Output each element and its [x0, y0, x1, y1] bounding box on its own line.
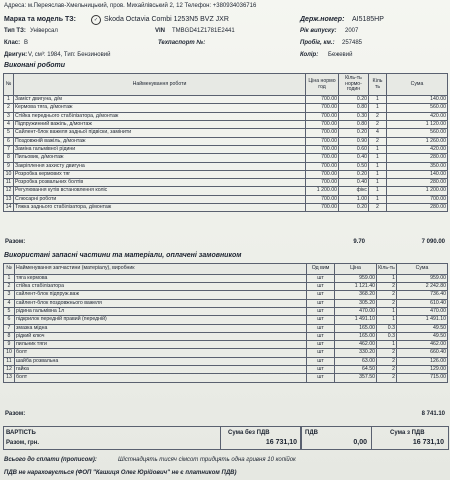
table-cell: Закріплення захисту двигуна	[14, 162, 306, 170]
vin-label: VIN	[155, 28, 166, 34]
parts-row	[4, 274, 448, 282]
table-cell: 0.90	[339, 137, 369, 145]
passport-label: Техпаспорт №:	[158, 40, 206, 46]
table-cell: 0.20	[339, 96, 369, 104]
table-cell: 12	[4, 187, 14, 195]
table-cell: гайка	[15, 365, 307, 373]
table-cell: 462.00	[335, 341, 377, 349]
table-cell: 0.20	[339, 129, 369, 137]
table-cell: 700.00	[306, 170, 339, 178]
table-cell: Регулювання кутів встановлення коліс	[14, 187, 306, 195]
parts-row	[4, 291, 448, 299]
table-cell: 1 260.00	[387, 137, 448, 145]
parts-table-header	[4, 264, 448, 275]
table-cell: 420.00	[387, 112, 448, 120]
vehicle-type: Універсал	[30, 28, 58, 34]
table-cell: 1 200.00	[387, 187, 448, 195]
col-number: №	[4, 74, 14, 96]
table-cell: шт	[307, 299, 335, 307]
works-row	[4, 121, 448, 129]
table-cell: 140.00	[387, 96, 448, 104]
table-cell: 2	[377, 374, 397, 382]
col-qty: Кіль ть	[369, 74, 387, 96]
table-cell: 736.40	[397, 291, 448, 299]
cost-sum-label: Разом, грн.	[6, 440, 39, 446]
table-cell: 1	[377, 316, 397, 324]
table-cell: 0.20	[339, 204, 369, 212]
class-label: Клас:	[4, 40, 21, 46]
table-cell: 12	[4, 365, 15, 373]
works-row	[4, 104, 448, 112]
table-cell: 350.00	[387, 162, 448, 170]
col-work-name: Найменування роботи	[14, 74, 306, 96]
plate-number: AI5185HP	[352, 16, 384, 23]
works-row	[4, 170, 448, 178]
table-cell: 1 121.40	[335, 283, 377, 291]
table-cell: 8	[4, 154, 14, 162]
table-cell: Підпружинний важіль, д/монтаж	[14, 121, 306, 129]
table-cell: 462.00	[397, 341, 448, 349]
table-cell: 357.50	[335, 374, 377, 382]
table-cell: 700.00	[306, 204, 339, 212]
table-cell: 13	[4, 374, 15, 382]
table-cell: 1	[377, 341, 397, 349]
table-cell: 4	[4, 121, 14, 129]
to-pay-label: Всього до сплати (прописом):	[4, 457, 97, 463]
works-row	[4, 187, 448, 195]
table-cell: 49.50	[397, 332, 448, 340]
col-price: Ціна	[335, 264, 377, 275]
table-cell: пильник тяги	[15, 341, 307, 349]
parts-row	[4, 374, 448, 382]
table-cell: шт	[307, 307, 335, 315]
table-cell: 1	[377, 307, 397, 315]
table-cell: 11	[4, 179, 14, 187]
table-cell: рідина гальмівна 1л	[15, 307, 307, 315]
table-cell: 10	[4, 170, 14, 178]
table-cell: 700.00	[387, 195, 448, 203]
table-cell: Стійка переднього стабілізатора, д/монтаж	[14, 112, 306, 120]
works-total-sum: 7 090.00	[421, 239, 445, 245]
table-cell: 280.00	[387, 179, 448, 187]
table-cell: сайлент-блок поздовжнього важеля	[15, 299, 307, 307]
table-cell: 470.00	[335, 307, 377, 315]
table-cell: 8	[4, 332, 15, 340]
engine-label: Двигун:	[4, 52, 28, 58]
works-row	[4, 195, 448, 203]
color-value: Бежевий	[328, 52, 353, 58]
table-cell: Розробка розвальних болтів	[14, 179, 306, 187]
works-row	[4, 112, 448, 120]
table-cell: Поздовжній важіль, д/монтаж	[14, 137, 306, 145]
table-cell: змазка мідна	[15, 324, 307, 332]
table-cell: 2	[377, 365, 397, 373]
table-cell: шт	[307, 274, 335, 282]
with-vat-label: Сума з ПДВ	[390, 430, 425, 436]
table-cell: 7	[4, 324, 15, 332]
class-value: В	[24, 40, 29, 46]
table-cell: 0.80	[339, 121, 369, 129]
table-cell: 560.00	[387, 104, 448, 112]
table-cell: 1.00	[339, 195, 369, 203]
table-cell: 2	[377, 291, 397, 299]
table-cell: 1	[369, 154, 387, 162]
table-cell: 280.00	[387, 204, 448, 212]
col-sum: Сума	[387, 74, 448, 96]
table-cell: 305.20	[335, 299, 377, 307]
type-label: Тип ТЗ:	[4, 28, 26, 34]
table-cell: 420.00	[387, 145, 448, 153]
table-cell: 660.40	[397, 349, 448, 357]
table-cell: шт	[307, 341, 335, 349]
vat-value: 0,00	[353, 439, 367, 446]
table-cell: 700.00	[306, 162, 339, 170]
parts-row	[4, 316, 448, 324]
table-cell: 9	[4, 162, 14, 170]
table-cell: Заміна гальмівної рідини	[14, 145, 306, 153]
table-cell: 49.50	[397, 324, 448, 332]
table-cell: фікс	[339, 187, 369, 195]
table-cell: 1 200.00	[306, 187, 339, 195]
parts-row	[4, 324, 448, 332]
table-cell: 2	[369, 204, 387, 212]
skoda-logo-icon: ✓	[91, 15, 101, 25]
table-cell: 560.00	[387, 129, 448, 137]
table-cell: 9	[4, 341, 15, 349]
col-sum: Сума	[397, 264, 448, 275]
table-cell: 1	[4, 96, 14, 104]
table-cell: 13	[4, 195, 14, 203]
table-cell: 700.00	[306, 129, 339, 137]
mileage-value: 257485	[342, 40, 363, 46]
parts-section-title: Використані запасні частини та матеріали, оплачені замовником	[4, 252, 242, 259]
col-number: №	[4, 264, 15, 275]
table-cell: 715.00	[397, 374, 448, 382]
table-cell: 1	[369, 179, 387, 187]
table-cell: 0.30	[339, 112, 369, 120]
table-cell: шт	[307, 324, 335, 332]
table-cell: 6	[4, 316, 15, 324]
table-cell: 959.00	[335, 274, 377, 282]
table-cell: Сайлент-блок важеля задньої підвіски, замінити	[14, 129, 306, 137]
works-total-label: Разом:	[5, 239, 26, 245]
table-cell: шт	[307, 291, 335, 299]
table-cell: 1	[369, 145, 387, 153]
vehicle-model: Skoda Octavia Combi 1253N5 BVZ JXR	[104, 16, 229, 23]
works-row	[4, 179, 448, 187]
table-cell: стійка стабілізатора	[15, 283, 307, 291]
address-line: Адреса: м.Переяслав-Хмельницький, пров. Михайлівський 2, 12 Телефон: +380934036716	[4, 3, 257, 9]
table-cell: шт	[307, 374, 335, 382]
mileage-label: Пробіг, км.:	[300, 40, 335, 46]
col-unit: Од вим	[307, 264, 335, 275]
works-row	[4, 154, 448, 162]
table-cell: 1 120.00	[387, 121, 448, 129]
parts-table	[3, 263, 448, 383]
table-cell: 2	[377, 283, 397, 291]
works-row	[4, 162, 448, 170]
table-cell: Розробка кермових тяг	[14, 170, 306, 178]
table-cell: шт	[307, 283, 335, 291]
table-cell: 2	[377, 299, 397, 307]
table-cell: 140.00	[387, 170, 448, 178]
table-cell: 63.00	[335, 357, 377, 365]
table-cell: 129.00	[397, 365, 448, 373]
works-total-hours: 9.70	[353, 239, 365, 245]
table-cell: 5	[4, 307, 15, 315]
table-cell: болт	[15, 349, 307, 357]
table-cell: 700.00	[306, 112, 339, 120]
table-cell: 5	[4, 129, 14, 137]
table-cell: 4	[369, 129, 387, 137]
vat-label: ПДВ	[305, 430, 318, 436]
table-cell: 0.50	[339, 162, 369, 170]
table-cell: 700.00	[306, 96, 339, 104]
table-cell: 700.00	[306, 154, 339, 162]
table-cell: Кермова тяга, д/монтаж	[14, 104, 306, 112]
year-label: Рік випуску:	[300, 28, 337, 34]
without-vat-value: 16 731,10	[265, 439, 297, 446]
cost-title: ВАРТІСТЬ	[6, 430, 36, 436]
table-cell: рідкий ключ	[15, 332, 307, 340]
works-table-header	[4, 74, 448, 96]
table-cell: 2	[369, 121, 387, 129]
table-cell: 10	[4, 349, 15, 357]
table-cell: шт	[307, 365, 335, 373]
engine-value: V, см³: 1984, Тип: Бензиновий	[28, 52, 111, 58]
table-cell: тяга кермова	[15, 274, 307, 282]
color-label: Колір:	[300, 52, 319, 58]
table-cell: 700.00	[306, 121, 339, 129]
table-cell: 470.00	[397, 307, 448, 315]
table-cell: 0.80	[339, 104, 369, 112]
works-section-title: Виконані роботи	[4, 62, 66, 69]
table-cell: 0.60	[339, 145, 369, 153]
brand-model-label: Марка та модель ТЗ:	[4, 16, 76, 23]
parts-total-sum: 8 741.10	[421, 411, 445, 417]
parts-total-label: Разом:	[5, 411, 26, 417]
table-cell: 1	[369, 170, 387, 178]
table-cell: 14	[4, 204, 14, 212]
table-cell: 2	[4, 283, 15, 291]
col-hours: Кіль-ть нормо-годин	[339, 74, 369, 96]
table-cell: 1	[4, 274, 15, 282]
table-cell: 2 242.80	[397, 283, 448, 291]
parts-row	[4, 299, 448, 307]
without-vat-label: Сума без ПДВ	[228, 430, 270, 436]
table-cell: 2	[369, 137, 387, 145]
table-cell: 368.20	[335, 291, 377, 299]
table-cell: 0.3	[377, 324, 397, 332]
table-cell: 1	[369, 162, 387, 170]
works-row	[4, 129, 448, 137]
works-row	[4, 145, 448, 153]
table-cell: 0.40	[339, 154, 369, 162]
table-cell: 6	[4, 137, 14, 145]
table-cell: 3	[4, 291, 15, 299]
plate-label: Держ.номер:	[300, 16, 345, 23]
table-cell: шайба розвальна	[15, 357, 307, 365]
table-cell: Тяжка заднього стабілізатора, д/монтаж	[14, 204, 306, 212]
parts-row	[4, 283, 448, 291]
table-cell: 4	[4, 299, 15, 307]
table-cell: 280.00	[387, 154, 448, 162]
parts-row	[4, 357, 448, 365]
parts-row	[4, 349, 448, 357]
works-table	[3, 73, 448, 212]
table-cell: 2	[369, 112, 387, 120]
table-cell: підкрилок передній правий (передній)	[15, 316, 307, 324]
table-cell: 7	[4, 145, 14, 153]
table-cell: 1	[377, 274, 397, 282]
table-cell: 1 491.10	[335, 316, 377, 324]
table-cell: 1	[369, 104, 387, 112]
parts-row	[4, 341, 448, 349]
table-cell: 2	[377, 349, 397, 357]
table-cell: Пильовик, д/монтаж	[14, 154, 306, 162]
table-cell: 1	[369, 195, 387, 203]
table-cell: Заміст двигуна, д/м	[14, 96, 306, 104]
table-cell: шт	[307, 316, 335, 324]
with-vat-value: 16 731,10	[412, 439, 444, 446]
works-row	[4, 96, 448, 104]
table-cell: шт	[307, 332, 335, 340]
table-cell: 1 491.10	[397, 316, 448, 324]
table-cell: 959.00	[397, 274, 448, 282]
table-cell: 2	[377, 357, 397, 365]
table-cell: 165.00	[335, 324, 377, 332]
parts-row	[4, 332, 448, 340]
table-cell: 700.00	[306, 145, 339, 153]
table-cell: 700.00	[306, 195, 339, 203]
table-cell: 0.40	[339, 179, 369, 187]
works-row	[4, 137, 448, 145]
table-cell: шт	[307, 349, 335, 357]
table-cell: 11	[4, 357, 15, 365]
table-cell: Слюсарні роботи	[14, 195, 306, 203]
table-cell: болт	[15, 374, 307, 382]
table-cell: 2	[4, 104, 14, 112]
year-value: 2007	[345, 28, 359, 34]
col-qty: Кіль-ть	[377, 264, 397, 275]
table-cell: 0.3	[377, 332, 397, 340]
table-cell: 3	[4, 112, 14, 120]
table-cell: 165.00	[335, 332, 377, 340]
table-cell: 0.20	[339, 170, 369, 178]
works-row	[4, 204, 448, 212]
table-cell: 610.40	[397, 299, 448, 307]
col-part-name: Найменування запчастини (матеріалу), виробник	[15, 264, 307, 275]
table-cell: 64.50	[335, 365, 377, 373]
vat-note: ПДВ не нараховується (ФОП "Кашиця Олег Юрійович" не є платником ПДВ)	[4, 470, 237, 476]
table-cell: сайлент-блок підпруж.важ	[15, 291, 307, 299]
table-cell: 700.00	[306, 104, 339, 112]
table-cell: 1	[369, 187, 387, 195]
to-pay-words: Шістнадцять тисяч сімсот тридцять одна гривня 10 копійок	[118, 457, 296, 463]
table-cell: 1	[369, 96, 387, 104]
parts-row	[4, 307, 448, 315]
table-cell: 700.00	[306, 179, 339, 187]
vin-value: TMBGD41Z1781E2441	[172, 28, 235, 34]
col-hour-price: Ціна нормо год	[306, 74, 339, 96]
table-cell: шт	[307, 357, 335, 365]
table-cell: 330.20	[335, 349, 377, 357]
table-cell: 126.00	[397, 357, 448, 365]
table-cell: 700.00	[306, 137, 339, 145]
parts-row	[4, 365, 448, 373]
